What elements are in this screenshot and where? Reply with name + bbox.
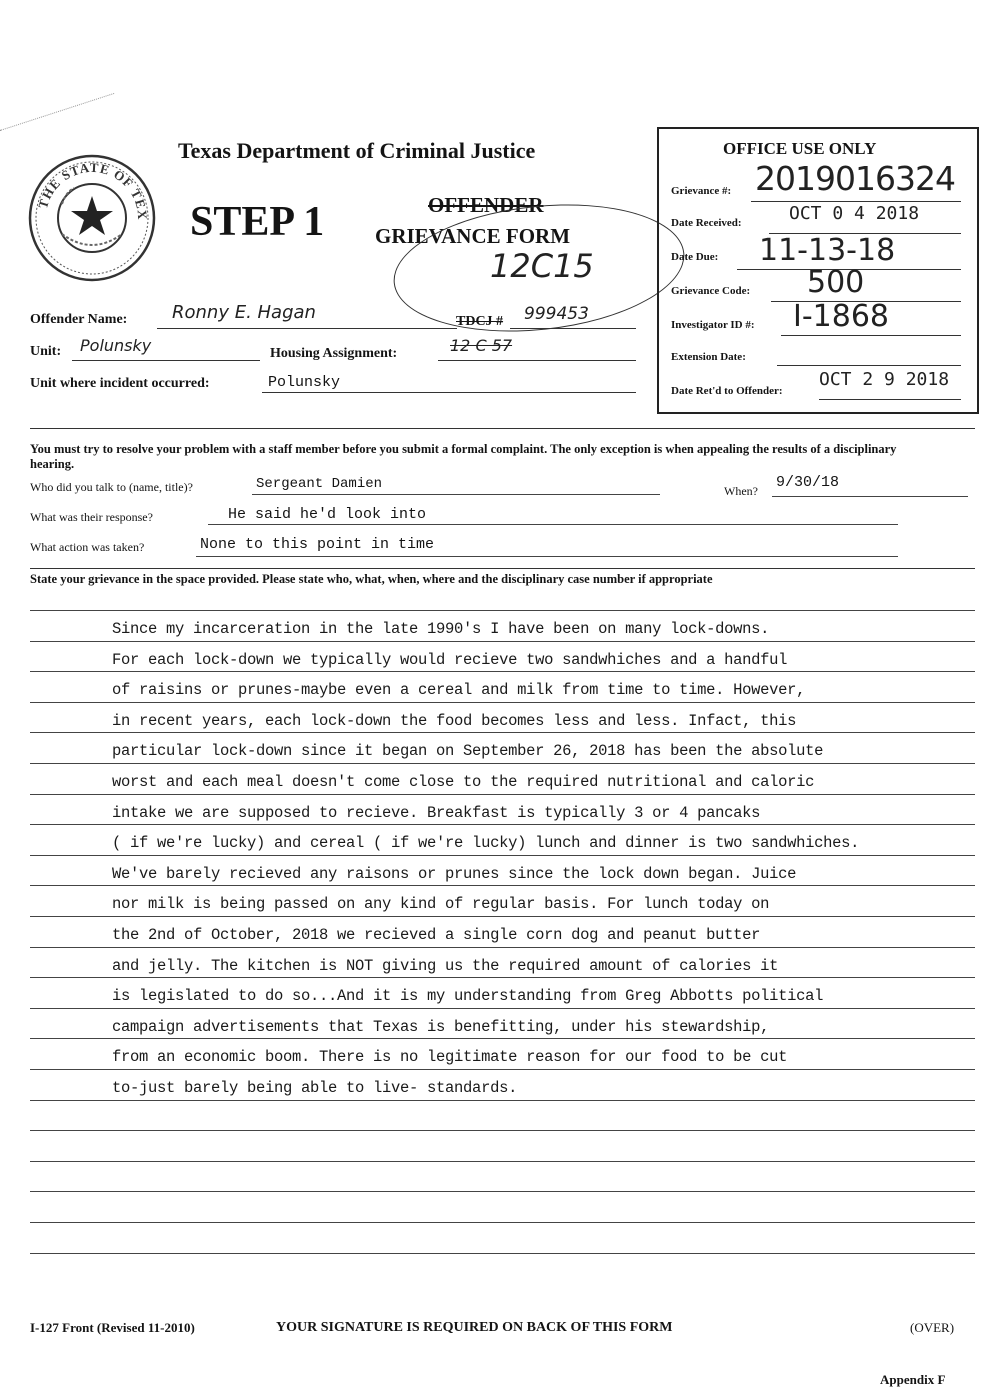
extension-label: Extension Date: — [671, 351, 746, 363]
appendix-label: Appendix F — [880, 1372, 946, 1387]
ruled-line — [30, 1253, 975, 1254]
ruled-line — [30, 1130, 975, 1131]
grievance-text-line: of raisins or prunes-maybe even a cereal and milk from time to time. However, — [112, 681, 806, 699]
scan-mark — [0, 93, 114, 131]
ruled-line — [30, 916, 975, 917]
ruled-line — [30, 885, 975, 886]
offender-name-label: Offender Name: — [30, 312, 128, 327]
grievance-no-value: 2019016324 — [755, 159, 955, 198]
grievance-no-label: Grievance #: — [671, 185, 732, 197]
date-received-value: OCT 0 4 2018 — [789, 203, 920, 224]
when-value: 9/30/18 — [776, 474, 840, 491]
tdcj-label: TDCJ # — [456, 314, 504, 329]
date-due-label: Date Due: — [671, 251, 719, 263]
grievance-text-line: For each lock-down we typically would recieve two sandwhiches and a handful — [112, 651, 788, 669]
ruled-line — [30, 763, 975, 764]
response-value: He said he'd look into — [228, 506, 427, 523]
office-use-box — [657, 127, 979, 414]
ruled-line — [30, 947, 975, 948]
tdcj-value: 999453 — [524, 304, 589, 324]
date-retd-value: OCT 2 9 2018 — [819, 369, 950, 390]
grievance-text-line: ( if we're lucky) and cereal ( if we're lucky) lunch and dinner is two sandwhiches. — [112, 834, 860, 852]
incident-unit-value: Polunsky — [268, 374, 341, 391]
grievance-code-label: Grievance Code: — [671, 285, 751, 297]
ruled-line — [30, 794, 975, 795]
who-value: Sergeant Damien — [256, 476, 383, 492]
unit-label: Unit: — [30, 344, 62, 359]
grievance-text-line: campaign advertisements that Texas is benefitting, under his stewardship, — [112, 1018, 770, 1036]
form-title-offender: OFFENDER — [428, 193, 544, 217]
ruled-line — [30, 702, 975, 703]
ruled-line — [30, 1100, 975, 1101]
investigator-label: Investigator ID #: — [671, 319, 755, 331]
seal-text: THE STATE OF TEX — [35, 159, 151, 221]
offender-name-value: Ronny E. Hagan — [172, 302, 316, 323]
ruled-line — [30, 824, 975, 825]
grievance-instruction: State your grievance in the space provided. Please state who, what, when, where and the disciplinary case number if appropriate — [30, 572, 713, 586]
over-label: (OVER) — [910, 1320, 955, 1335]
section-divider-2 — [30, 568, 975, 569]
ruled-line — [30, 1191, 975, 1192]
grievance-code-value: 500 — [807, 265, 865, 300]
resolution-instruction: You must try to resolve your problem with a staff member before you submit a formal complaint. The only exception is when appealing the results of a disciplinary hearing. — [30, 442, 897, 471]
ruled-line — [30, 641, 975, 642]
housing-value: 12 C 57 — [450, 336, 513, 355]
housing-label: Housing Assignment: — [270, 346, 398, 361]
form-id: I-127 Front (Revised 11-2010) — [30, 1320, 195, 1335]
incident-unit-label: Unit where incident occurred: — [30, 376, 210, 391]
investigator-value: I-1868 — [793, 299, 890, 334]
section-divider — [30, 428, 975, 429]
when-label: When? — [724, 484, 758, 498]
ruled-line — [30, 1161, 975, 1162]
ruled-line — [30, 610, 975, 611]
grievance-text-line: particular lock-down since it began on September 26, 2018 has been the absolute — [112, 742, 824, 760]
response-label: What was their response? — [30, 510, 153, 524]
ruled-line — [30, 977, 975, 978]
ruled-line — [30, 1038, 975, 1039]
ruled-line — [30, 671, 975, 672]
ruled-line — [30, 1008, 975, 1009]
grievance-text-line: and jelly. The kitchen is NOT giving us the required amount of calories it — [112, 957, 779, 975]
date-due-value: 11-13-18 — [759, 233, 896, 268]
signature-notice: YOUR SIGNATURE IS REQUIRED ON BACK OF THIS FORM — [276, 1320, 673, 1335]
action-label: What action was taken? — [30, 540, 145, 554]
grievance-text-line: is legislated to do so...And it is my understanding from Greg Abbotts political — [112, 987, 824, 1005]
ruled-line — [30, 1069, 975, 1070]
grievance-text-line: the 2nd of October, 2018 we recieved a single corn dog and peanut butter — [112, 926, 761, 944]
date-retd-label: Date Ret'd to Offender: — [671, 385, 783, 397]
action-value: None to this point in time — [200, 536, 435, 553]
circled-annotation-text: 12C15 — [490, 247, 594, 285]
form-title-grievance: GRIEVANCE FORM — [375, 224, 571, 248]
unit-value: Polunsky — [80, 336, 152, 355]
grievance-text-line: Since my incarceration in the late 1990's I have been on many lock-downs. — [112, 620, 770, 638]
ruled-line — [30, 732, 975, 733]
grievance-text-line: nor milk is being passed on any kind of regular basis. For lunch today on — [112, 895, 770, 913]
who-label: Who did you talk to (name, title)? — [30, 480, 193, 494]
office-use-title: OFFICE USE ONLY — [723, 139, 877, 158]
ruled-line — [30, 855, 975, 856]
grievance-text-line: from an economic boom. There is no legitimate reason for our food to be cut — [112, 1048, 788, 1066]
grievance-text-line: to-just barely being able to live- standards. — [112, 1079, 518, 1097]
grievance-text-line: worst and each meal doesn't come close to the required nutritional and caloric — [112, 773, 815, 791]
date-received-label: Date Received: — [671, 217, 742, 229]
grievance-text-line: intake we are supposed to recieve. Breakfast is typically 3 or 4 pancaks — [112, 804, 761, 822]
ruled-line — [30, 1222, 975, 1223]
state-seal-icon — [26, 152, 158, 284]
step-title: STEP 1 — [190, 199, 325, 245]
agency-title: Texas Department of Criminal Justice — [178, 138, 536, 163]
grievance-text-line: in recent years, each lock-down the food becomes less and less. Infact, this — [112, 712, 797, 730]
grievance-text-line: We've barely recieved any raisons or prunes since the lock down began. Juice — [112, 865, 797, 883]
